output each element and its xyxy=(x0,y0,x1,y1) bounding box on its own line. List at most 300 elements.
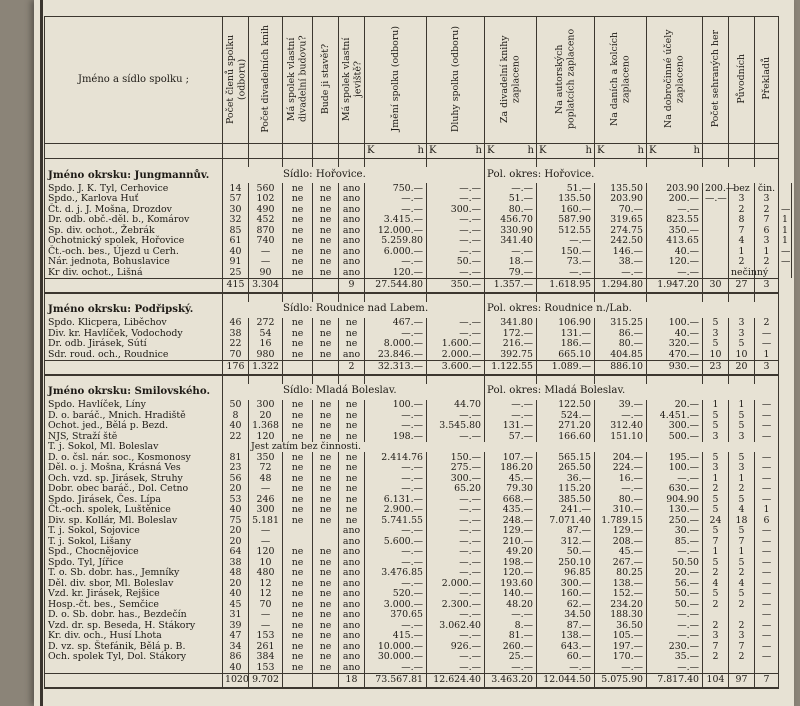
cell-own-stage: 2 xyxy=(339,360,365,375)
cell-plays: 3 xyxy=(703,631,729,642)
cell-charity: 823.55 xyxy=(647,215,703,226)
cell-books-paid: 392.75 xyxy=(485,349,537,360)
col-plays-label: Počet sehraných her xyxy=(709,30,721,128)
cell-own-stage: ne xyxy=(339,421,365,432)
cell-debts: 65.20 xyxy=(427,484,485,495)
cell-name: T. j. Sokol, Sojovice xyxy=(45,526,223,537)
statistics-table xyxy=(44,16,792,689)
cell-property: 415.— xyxy=(365,631,427,642)
cell-original: bez xyxy=(729,183,755,194)
cell-will-build: ne xyxy=(313,662,339,673)
cell-property: 3.415.— xyxy=(365,215,427,226)
cell-own-building: ne xyxy=(283,204,313,215)
district-county: Pol. okres: Roudnice n./Lab. xyxy=(485,302,779,318)
cell-books: 20 xyxy=(249,410,283,421)
cell-translated: — xyxy=(755,421,779,432)
cell-books: — xyxy=(249,257,283,268)
table-row xyxy=(45,328,792,339)
district-header-row xyxy=(45,302,792,318)
cell-original: 18 xyxy=(729,515,755,526)
cell-debts: —.— xyxy=(427,494,485,505)
cell-translated: 7 xyxy=(755,673,779,688)
table-body xyxy=(45,159,792,688)
cell-name: D. vz. sp. Štefánik, Bělá p. B. xyxy=(45,641,223,652)
cell-property: 8.000.— xyxy=(365,339,427,350)
col-taxes-header xyxy=(595,17,647,144)
cell-own-building: ne xyxy=(283,349,313,360)
unit-k: K xyxy=(367,145,375,156)
cell-books: 3.304 xyxy=(249,278,283,293)
cell-translated: — xyxy=(755,526,779,537)
cell-will-build: ne xyxy=(313,515,339,526)
cell-property: —.— xyxy=(365,620,427,631)
cell-debts: —.— xyxy=(427,236,485,247)
cell-books: 272 xyxy=(249,318,283,329)
table-row xyxy=(45,215,792,226)
cell-will-build xyxy=(313,673,339,688)
cell-books: — xyxy=(249,610,283,621)
cell-name xyxy=(45,360,223,375)
cell-name: D. o. baráč., Mnich. Hradiště xyxy=(45,410,223,421)
cell-property: —.— xyxy=(365,547,427,558)
cell-name: Dobr. obec baráč., Dol. Cetno xyxy=(45,484,223,495)
table-row xyxy=(45,183,792,194)
cell-debts: —.— xyxy=(427,557,485,568)
cell-property: —.— xyxy=(365,526,427,537)
cell-members: 40 xyxy=(223,421,249,432)
cell-debts: —.— xyxy=(427,410,485,421)
cell-plays: 4 xyxy=(703,578,729,589)
cell-will-build: ne xyxy=(313,421,339,432)
cell-name: Vzd. dr. sp. Beseda, H. Stákory xyxy=(45,620,223,631)
cell-charity: 50.50 xyxy=(647,557,703,568)
cell-name: Čt.-och. bes., Újezd u Cerh. xyxy=(45,246,223,257)
cell-taxes: 204.— xyxy=(595,452,647,463)
cell-royalties: 312.— xyxy=(537,536,595,547)
cell-own-building xyxy=(283,536,313,547)
cell-property: —.— xyxy=(365,473,427,484)
cell-books-paid: 140.— xyxy=(485,589,537,600)
cell-books-paid: 341.40 xyxy=(485,236,537,247)
cell-translated: — xyxy=(755,410,779,421)
cell-own-stage: ne xyxy=(339,473,365,484)
cell-debts: —.— xyxy=(427,183,485,194)
cell-charity: 413.65 xyxy=(647,236,703,247)
cell-books: 54 xyxy=(249,328,283,339)
cell-charity: —.— xyxy=(647,631,703,642)
cell-original: 20 xyxy=(729,360,755,375)
cell-books: — xyxy=(249,620,283,631)
cell-own-stage: 9 xyxy=(339,278,365,293)
cell-plays: —.— xyxy=(703,194,729,205)
cell-name: Vzd. kr. Jirásek, Rejšice xyxy=(45,589,223,600)
cell-plays: 5 xyxy=(703,452,729,463)
cell-own-stage: ano xyxy=(339,652,365,663)
cell-royalties: 96.85 xyxy=(537,568,595,579)
cell-books: 9.702 xyxy=(249,673,283,688)
cell-own-stage: ano xyxy=(339,194,365,205)
cell-translated: 1 xyxy=(755,349,779,360)
col-royalties-label: Na autorských poplatcích zaplaceno xyxy=(554,28,577,129)
cell-undefined xyxy=(779,183,792,194)
cell-charity: 120.— xyxy=(647,257,703,268)
col-royalties-header xyxy=(537,17,595,144)
cell-undefined: 1 xyxy=(779,236,792,247)
cell-charity: 300.— xyxy=(647,421,703,432)
cell-translated: — xyxy=(755,452,779,463)
cell-books-paid: —.— xyxy=(485,610,537,621)
cell-own-stage: ano xyxy=(339,610,365,621)
col-charity-label: Na dobročinné účely zaplaceno xyxy=(663,29,686,129)
cell-books-paid: 129.— xyxy=(485,526,537,537)
cell-debts: 12.624.40 xyxy=(427,673,485,688)
spacer-row xyxy=(45,293,792,302)
col-translated-label: Překladů xyxy=(760,57,772,101)
cell-property: —.— xyxy=(365,484,427,495)
cell-royalties: 138.— xyxy=(537,631,595,642)
unit-h: h xyxy=(417,145,424,156)
cell-books: 12 xyxy=(249,589,283,600)
cell-own-building: ne xyxy=(283,662,313,673)
cell-charity: 4.451.— xyxy=(647,410,703,421)
col-members-label: Počet členů spolku (odboru) xyxy=(225,34,248,124)
cell-charity: 200.— xyxy=(647,194,703,205)
cell-royalties: 106.90 xyxy=(537,318,595,329)
cell-members: 20 xyxy=(223,526,249,537)
cell-plays: 2 xyxy=(703,652,729,663)
cell-translated: — xyxy=(755,641,779,652)
cell-members: 31 xyxy=(223,610,249,621)
cell-will-build: ne xyxy=(313,215,339,226)
cell-charity: 20.— xyxy=(647,568,703,579)
cell-own-stage: ano xyxy=(339,257,365,268)
cell-property: 5.741.55 xyxy=(365,515,427,526)
cell-original: 3 xyxy=(729,318,755,329)
cell-royalties: 87.— xyxy=(537,620,595,631)
cell-charity: 195.— xyxy=(647,452,703,463)
cell-books-paid: 456.70 xyxy=(485,215,537,226)
cell-books-paid: 25.— xyxy=(485,652,537,663)
cell-original: 97 xyxy=(729,673,755,688)
cell-taxes: 404.85 xyxy=(595,349,647,360)
table-row xyxy=(45,257,792,268)
cell-original: 1 xyxy=(729,547,755,558)
cell-original: 1 xyxy=(729,246,755,257)
cell-own-stage: ne xyxy=(339,328,365,339)
cell-property: 10.000.— xyxy=(365,641,427,652)
cell-original: 2 xyxy=(729,204,755,215)
cell-royalties: 160.— xyxy=(537,589,595,600)
col-own-building-label: Má spolek vlastní divadelní budovu? xyxy=(286,35,309,123)
table-row xyxy=(45,494,792,505)
cell-original: 27 xyxy=(729,278,755,293)
cell-books-paid: 120.— xyxy=(485,568,537,579)
table-row xyxy=(45,318,792,329)
cell-charity: 50.— xyxy=(647,589,703,600)
cell-books-paid: 18.— xyxy=(485,257,537,268)
cell-books: — xyxy=(249,484,283,495)
cell-books-paid: 79.— xyxy=(485,267,537,278)
cell-original xyxy=(729,662,755,673)
cell-original: 2 xyxy=(729,620,755,631)
cell-books-paid: 216.— xyxy=(485,339,537,350)
cell-plays xyxy=(703,204,729,215)
cell-taxes: 129.— xyxy=(595,526,647,537)
cell-taxes: —.— xyxy=(595,267,647,278)
cell-books-paid: —.— xyxy=(485,400,537,411)
cell-members: 22 xyxy=(223,339,249,350)
cell-debts: —.— xyxy=(427,246,485,257)
cell-charity: 250.— xyxy=(647,515,703,526)
district-seat: Sídlo: Mladá Boleslav. xyxy=(223,384,485,400)
cell-debts: —.— xyxy=(427,215,485,226)
cell-will-build: ne xyxy=(313,610,339,621)
cell-original: 5 xyxy=(729,526,755,537)
cell-taxes: 203.90 xyxy=(595,194,647,205)
cell-books-paid: 341.80 xyxy=(485,318,537,329)
cell-will-build: ne xyxy=(313,463,339,474)
cell-royalties: 587.90 xyxy=(537,215,595,226)
cell-will-build: ne xyxy=(313,620,339,631)
cell-name xyxy=(45,278,223,293)
cell-books-paid: 48.20 xyxy=(485,599,537,610)
col-translated-header xyxy=(755,17,779,144)
cell-taxes: 1.789.15 xyxy=(595,515,647,526)
table-row xyxy=(45,620,792,631)
cell-members: 47 xyxy=(223,631,249,642)
cell-will-build: ne xyxy=(313,339,339,350)
cell-translated: 6 xyxy=(755,225,779,236)
cell-books: 12 xyxy=(249,578,283,589)
cell-translated: — xyxy=(755,400,779,411)
cell-plays: 5 xyxy=(703,526,729,537)
cell-will-build: ne xyxy=(313,225,339,236)
cell-books-paid: 172.— xyxy=(485,328,537,339)
cell-plays: 2 xyxy=(703,620,729,631)
cell-translated: 1 xyxy=(755,246,779,257)
cell-name: Sdr. roud. och., Roudnice xyxy=(45,349,223,360)
total-row xyxy=(45,673,792,688)
cell-name: Hosp.-čt. bes., Semčice xyxy=(45,599,223,610)
cell-own-building: ne xyxy=(283,431,313,442)
cell-books-paid: 210.— xyxy=(485,536,537,547)
cell-charity: 130.— xyxy=(647,505,703,516)
cell-debts: —.— xyxy=(427,526,485,537)
cell-original: 2 xyxy=(729,257,755,268)
cell-taxes: 146.— xyxy=(595,246,647,257)
col-members-header xyxy=(223,17,249,144)
cell-members: 46 xyxy=(223,318,249,329)
cell-own-building: ne xyxy=(283,421,313,432)
table-row xyxy=(45,505,792,516)
cell-will-build: ne xyxy=(313,452,339,463)
cell-royalties: 643.— xyxy=(537,641,595,652)
cell-translated: 2 xyxy=(755,257,779,268)
cell-own-building: ne xyxy=(283,568,313,579)
cell-taxes: 39.— xyxy=(595,400,647,411)
cell-own-building: ne xyxy=(283,452,313,463)
cell-members: 70 xyxy=(223,349,249,360)
cell-property: —.— xyxy=(365,194,427,205)
cell-taxes: 886.10 xyxy=(595,360,647,375)
cell-members: 415 xyxy=(223,278,249,293)
cell-members: 61 xyxy=(223,236,249,247)
cell-debts: 3.062.40 xyxy=(427,620,485,631)
cell-royalties: 524.— xyxy=(537,410,595,421)
cell-books-paid: 51.— xyxy=(485,194,537,205)
cell-own-stage: ne xyxy=(339,463,365,474)
cell-translated: — xyxy=(755,536,779,547)
cell-books-paid: 330.90 xyxy=(485,225,537,236)
table-row xyxy=(45,578,792,589)
cell-plays: 2 xyxy=(703,568,729,579)
cell-royalties: 385.50 xyxy=(537,494,595,505)
cell-undefined: — xyxy=(779,257,792,268)
cell-books: 350 xyxy=(249,452,283,463)
col-own-stage-header xyxy=(339,17,365,144)
cell-property: 100.— xyxy=(365,400,427,411)
cell-name: Div. kr. Havlíček, Vodochody xyxy=(45,328,223,339)
cell-plays: 7 xyxy=(703,536,729,547)
cell-original: 5 xyxy=(729,494,755,505)
cell-charity: 320.— xyxy=(647,339,703,350)
cell-royalties: 34.50 xyxy=(537,610,595,621)
cell-books: 72 xyxy=(249,463,283,474)
col-plays-header xyxy=(703,17,729,144)
cell-own-building xyxy=(283,278,313,293)
cell-property: 73.567.81 xyxy=(365,673,427,688)
cell-charity: —.— xyxy=(647,204,703,215)
cell-debts: —.— xyxy=(427,662,485,673)
cell-members: 86 xyxy=(223,652,249,663)
cell-members: 57 xyxy=(223,194,249,205)
cell-books-paid: 186.20 xyxy=(485,463,537,474)
cell-books: 153 xyxy=(249,662,283,673)
col-name-header: Jméno a sídlo spolku ; xyxy=(45,17,223,144)
cell-name: Čt. d. j. J. Mošna, Drozdov xyxy=(45,204,223,215)
cell-charity: 930.— xyxy=(647,360,703,375)
unit-k: K xyxy=(487,145,495,156)
cell-original: 4 xyxy=(729,236,755,247)
cell-royalties: 265.50 xyxy=(537,463,595,474)
cell-books-paid: 107.— xyxy=(485,452,537,463)
cell-books: 102 xyxy=(249,194,283,205)
cell-taxes: —.— xyxy=(595,662,647,673)
cell-will-build: ne xyxy=(313,204,339,215)
cell-property: 3.000.— xyxy=(365,599,427,610)
cell-plays xyxy=(703,246,729,257)
cell-will-build: ne xyxy=(313,641,339,652)
cell-own-stage: ano xyxy=(339,236,365,247)
cell-books: 1.322 xyxy=(249,360,283,375)
cell-property: 27.544.80 xyxy=(365,278,427,293)
cell-books-paid: 193.60 xyxy=(485,578,537,589)
cell-debts: —.— xyxy=(427,505,485,516)
cell-own-stage: ne xyxy=(339,339,365,350)
cell-own-stage: ano xyxy=(339,225,365,236)
cell-taxes: 319.65 xyxy=(595,215,647,226)
cell-books: 16 xyxy=(249,339,283,350)
col-property-label: Jmění spolku (odboru) xyxy=(389,26,401,132)
cell-debts: —.— xyxy=(427,225,485,236)
cell-royalties: 150.— xyxy=(537,246,595,257)
cell-own-building: ne xyxy=(283,557,313,568)
cell-taxes: 86.— xyxy=(595,328,647,339)
col-taxes-label: Na daních a kolcích zaplaceno xyxy=(609,31,632,126)
cell-own-stage: ano xyxy=(339,641,365,652)
cell-debts: 1.600.— xyxy=(427,339,485,350)
cell-members: 1020 xyxy=(223,673,249,688)
cell-charity: 40.— xyxy=(647,246,703,257)
cell-plays: 5 xyxy=(703,421,729,432)
cell-royalties: 36.— xyxy=(537,473,595,484)
cell-own-stage: ne xyxy=(339,410,365,421)
cell-taxes: 310.— xyxy=(595,505,647,516)
cell-royalties: 50.— xyxy=(537,547,595,558)
cell-name: Kr div. ochot., Lišná xyxy=(45,267,223,278)
cell-property: —.— xyxy=(365,463,427,474)
cell-charity: —.— xyxy=(647,610,703,621)
table-row xyxy=(45,236,792,247)
cell-debts: —.— xyxy=(427,328,485,339)
table-row xyxy=(45,421,792,432)
cell-members: 64 xyxy=(223,547,249,558)
cell-will-build: ne xyxy=(313,257,339,268)
cell-charity: —.— xyxy=(647,473,703,484)
cell-royalties: 1.089.— xyxy=(537,360,595,375)
unit-k: K xyxy=(597,145,605,156)
cell-name: T. o. Sb. dobr. has., Jemníky xyxy=(45,568,223,579)
cell-books-paid: 131.— xyxy=(485,421,537,432)
cell-members: 40 xyxy=(223,662,249,673)
table-row xyxy=(45,515,792,526)
unit-k: K xyxy=(649,145,657,156)
cell-royalties: 250.10 xyxy=(537,557,595,568)
table-row xyxy=(45,526,792,537)
cell-translated: 7 xyxy=(755,215,779,226)
cell-royalties: 73.— xyxy=(537,257,595,268)
cell-charity: 230.— xyxy=(647,641,703,652)
col-original-header xyxy=(729,17,755,144)
cell-taxes: 242.50 xyxy=(595,236,647,247)
cell-plays: 5 xyxy=(703,410,729,421)
cell-translated: — xyxy=(755,339,779,350)
cell-will-build: ne xyxy=(313,267,339,278)
cell-translated: — xyxy=(755,620,779,631)
cell-plays: 5 xyxy=(703,557,729,568)
cell-plays: 104 xyxy=(703,673,729,688)
table-row xyxy=(45,599,792,610)
cell-taxes: 315.25 xyxy=(595,318,647,329)
cell-books: 384 xyxy=(249,652,283,663)
cell-original: 7 xyxy=(729,641,755,652)
district-header-row xyxy=(45,384,792,400)
cell-own-stage: ne xyxy=(339,515,365,526)
cell-name: NJS, Straží štĕ xyxy=(45,431,223,442)
cell-translated: 6 xyxy=(755,515,779,526)
cell-taxes: 188.30 xyxy=(595,610,647,621)
cell-name: Och. spolek Tyl, Dol. Stákory xyxy=(45,652,223,663)
column-header-row xyxy=(45,17,792,144)
cell-translated: — xyxy=(755,494,779,505)
table-row xyxy=(45,204,792,215)
cell-members: 91 xyxy=(223,257,249,268)
cell-debts: 44.70 xyxy=(427,400,485,411)
cell-own-stage: ano xyxy=(339,557,365,568)
spacer-row xyxy=(45,375,792,384)
cell-books-paid: 1.122.55 xyxy=(485,360,537,375)
cell-own-stage: ano xyxy=(339,349,365,360)
